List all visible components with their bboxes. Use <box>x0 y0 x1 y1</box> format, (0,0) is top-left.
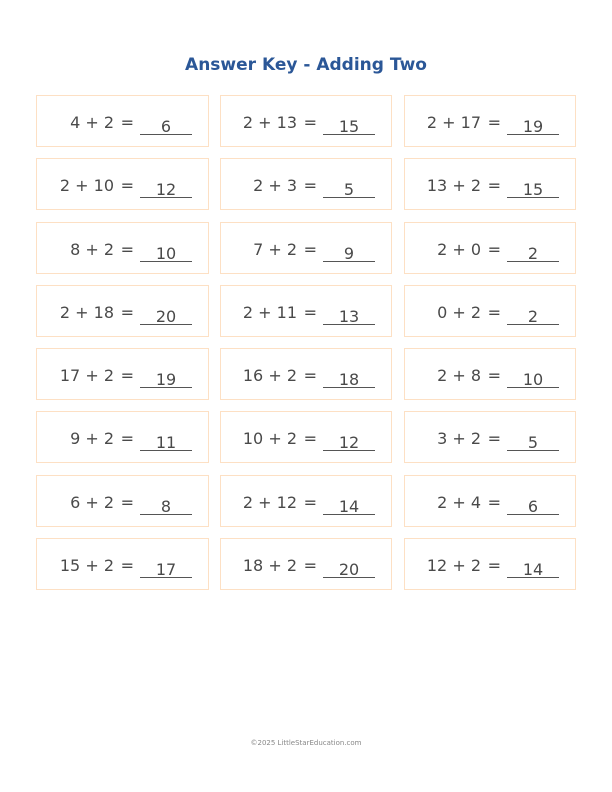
problem-cell <box>220 538 392 590</box>
answer: 15 <box>507 179 559 198</box>
problem-cell <box>220 285 392 337</box>
problem-expression: 3 + 2 <box>437 429 481 449</box>
answer: 2 <box>507 243 559 262</box>
problem-expression: 16 + 2 <box>242 366 297 386</box>
equals-sign: = <box>120 302 134 322</box>
problem-expression: 0 + 2 <box>437 302 481 322</box>
problem-cell <box>220 222 392 274</box>
problem-cell <box>404 348 576 400</box>
answer: 18 <box>323 369 375 388</box>
answer: 15 <box>323 116 375 135</box>
problem-cell <box>36 348 209 400</box>
answer: 10 <box>507 369 559 388</box>
problem-expression: 15 + 2 <box>59 556 114 576</box>
equals-sign: = <box>487 239 501 259</box>
answer: 14 <box>507 559 559 578</box>
problem-expression: 2 + 8 <box>437 366 481 386</box>
equals-sign: = <box>487 302 501 322</box>
equals-sign: = <box>487 556 501 576</box>
answer: 12 <box>323 432 375 451</box>
equals-sign: = <box>487 492 501 512</box>
problem-row <box>36 285 576 348</box>
answer: 10 <box>140 243 192 262</box>
equals-sign: = <box>120 366 134 386</box>
problem-expression: 2 + 12 <box>242 492 297 512</box>
problem-cell <box>36 95 209 147</box>
answer: 17 <box>140 559 192 578</box>
equals-sign: = <box>120 556 134 576</box>
problem-expression: 6 + 2 <box>70 492 114 512</box>
equals-sign: = <box>303 429 317 449</box>
answer: 8 <box>140 496 192 515</box>
problem-cell <box>220 475 392 527</box>
equals-sign: = <box>303 113 317 132</box>
problem-expression: 2 + 17 <box>426 113 481 132</box>
problem-row <box>36 348 576 411</box>
problem-cell <box>36 158 209 210</box>
problem-expression: 17 + 2 <box>59 366 114 386</box>
problem-cell <box>220 95 392 147</box>
problem-cell <box>404 475 576 527</box>
answer: 19 <box>140 369 192 388</box>
problem-expression: 2 + 11 <box>242 302 297 322</box>
problem-row <box>36 538 576 601</box>
problem-row <box>36 475 576 538</box>
equals-sign: = <box>120 429 134 449</box>
problem-expression: 2 + 4 <box>437 492 481 512</box>
equals-sign: = <box>120 176 134 196</box>
equals-sign: = <box>487 176 501 196</box>
problem-grid <box>36 95 576 601</box>
problem-expression: 12 + 2 <box>426 556 481 576</box>
equals-sign: = <box>303 556 317 576</box>
problem-cell <box>36 285 209 337</box>
answer: 14 <box>323 496 375 515</box>
problem-expression: 10 + 2 <box>242 429 297 449</box>
answer: 9 <box>323 243 375 262</box>
problem-expression: 13 + 2 <box>426 176 481 196</box>
problem-cell <box>36 475 209 527</box>
answer: 6 <box>140 116 192 135</box>
answer: 11 <box>140 432 192 451</box>
problem-expression: 7 + 2 <box>253 239 297 259</box>
equals-sign: = <box>303 366 317 386</box>
equals-sign: = <box>303 239 317 259</box>
problem-cell <box>404 411 576 463</box>
equals-sign: = <box>487 429 501 449</box>
answer: 20 <box>140 306 192 325</box>
problem-cell <box>404 95 576 147</box>
problem-cell <box>220 348 392 400</box>
page-title: Answer Key - Adding Two <box>185 55 427 75</box>
equals-sign: = <box>303 176 317 196</box>
answer: 6 <box>507 496 559 515</box>
equals-sign: = <box>120 113 134 132</box>
problem-expression: 2 + 0 <box>437 239 481 259</box>
answer: 5 <box>507 432 559 451</box>
problem-cell <box>220 158 392 210</box>
problem-cell <box>404 538 576 590</box>
problem-cell <box>36 411 209 463</box>
answer: 5 <box>323 179 375 198</box>
answer: 2 <box>507 306 559 325</box>
problem-cell <box>404 285 576 337</box>
answer: 12 <box>140 179 192 198</box>
problem-row <box>36 95 576 158</box>
answer: 20 <box>323 559 375 578</box>
answer: 13 <box>323 306 375 325</box>
copyright-footer: ©2025 LittleStarEducation.com <box>250 739 362 747</box>
equals-sign: = <box>487 366 501 386</box>
equals-sign: = <box>120 492 134 512</box>
problem-expression: 9 + 2 <box>70 429 114 449</box>
problem-row <box>36 222 576 285</box>
problem-expression: 4 + 2 <box>70 113 114 132</box>
problem-cell <box>404 158 576 210</box>
answer: 19 <box>507 116 559 135</box>
problem-expression: 2 + 3 <box>253 176 297 196</box>
problem-expression: 8 + 2 <box>70 239 114 259</box>
equals-sign: = <box>487 113 501 132</box>
problem-row <box>36 158 576 221</box>
problem-cell <box>404 222 576 274</box>
problem-cell <box>220 411 392 463</box>
problem-expression: 2 + 18 <box>59 302 114 322</box>
problem-expression: 2 + 10 <box>59 176 114 196</box>
problem-cell <box>36 222 209 274</box>
problem-row <box>36 411 576 474</box>
problem-expression: 18 + 2 <box>242 556 297 576</box>
equals-sign: = <box>303 302 317 322</box>
problem-cell <box>36 538 209 590</box>
equals-sign: = <box>303 492 317 512</box>
problem-expression: 2 + 13 <box>242 113 297 132</box>
equals-sign: = <box>120 239 134 259</box>
